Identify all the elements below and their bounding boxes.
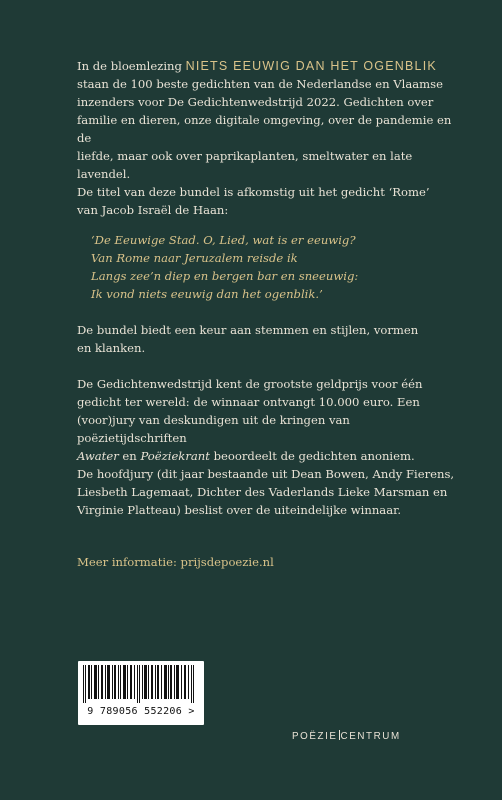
intro-prefix: In de bloemlezing — [77, 59, 186, 73]
intro-paragraph — [77, 57, 457, 219]
paragraph-line: De hoofdjury (dit jaar bestaande uit Dean Bowen, Andy Fierens, — [77, 467, 455, 481]
publisher-logo — [292, 730, 401, 742]
isbn-barcode — [78, 661, 204, 725]
intro-line: staan de 100 beste gedichten van de Nederlandse en Vlaamse — [77, 77, 443, 91]
intro-line: inzenders voor De Gedichtenwedstrijd 2022. Gedichten over — [77, 95, 434, 109]
intro-line: familie en dieren, onze digitale omgeving, over de pandemie en de — [77, 113, 452, 145]
logo-divider — [339, 730, 340, 740]
magazine-awater: Awater — [77, 449, 119, 463]
quote-line: Langs zee’n diep en bergen bar en sneeuwig: — [91, 269, 359, 283]
more-info: Meer informatie: prijsdepoezie.nl — [77, 555, 274, 569]
paragraph-line: Liesbeth Lagemaat, Dichter des Vaderlands Lieke Marsman en — [77, 485, 448, 499]
conjunction: en — [118, 449, 141, 463]
intro-line: liefde, maar ook over paprikaplanten, smeltwater en late lavendel. — [77, 149, 413, 181]
paragraph-line: (voor)jury van deskundigen uit de kringen van poëzietijdschriften — [77, 413, 350, 445]
paragraph-line: en klanken. — [77, 341, 146, 355]
cover-text — [77, 57, 457, 571]
book-title: NIETS EEUWIG DAN HET OGENBLIK — [185, 59, 437, 73]
paragraph-line: beoordeelt de gedichten anoniem. — [209, 449, 415, 463]
barcode-bars — [81, 665, 201, 703]
logo-right: CENTRUM — [340, 731, 401, 742]
paragraph-line: Virginie Platteau) beslist over de uiteindelijke winnaar. — [77, 503, 402, 517]
paragraph-voices — [77, 321, 457, 357]
intro-line: van Jacob Israël de Haan: — [77, 203, 229, 217]
paragraph-prize — [77, 375, 457, 519]
paragraph-line: gedicht ter wereld: de winnaar ontvangt 10.000 euro. Een — [77, 395, 420, 409]
quote-line: ‘De Eeuwige Stad. O, Lied, wat is er eeuwig? — [91, 233, 356, 247]
poem-quote — [91, 231, 457, 303]
magazine-poeziekrant: Poëziekrant — [140, 449, 210, 463]
logo-left: POËZIE — [292, 731, 338, 742]
paragraph-line: De bundel biedt een keur aan stemmen en stijlen, vormen — [77, 323, 419, 337]
quote-line: Van Rome naar Jeruzalem reisde ik — [91, 251, 298, 265]
paragraph-line: De Gedichtenwedstrijd kent de grootste geldprijs voor één — [77, 377, 423, 391]
isbn-digits: 9 789056 552206 > — [87, 706, 195, 717]
quote-line: Ik vond niets eeuwig dan het ogenblik.’ — [91, 287, 323, 301]
intro-line: De titel van deze bundel is afkomstig uit het gedicht ‘Rome’ — [77, 185, 430, 199]
